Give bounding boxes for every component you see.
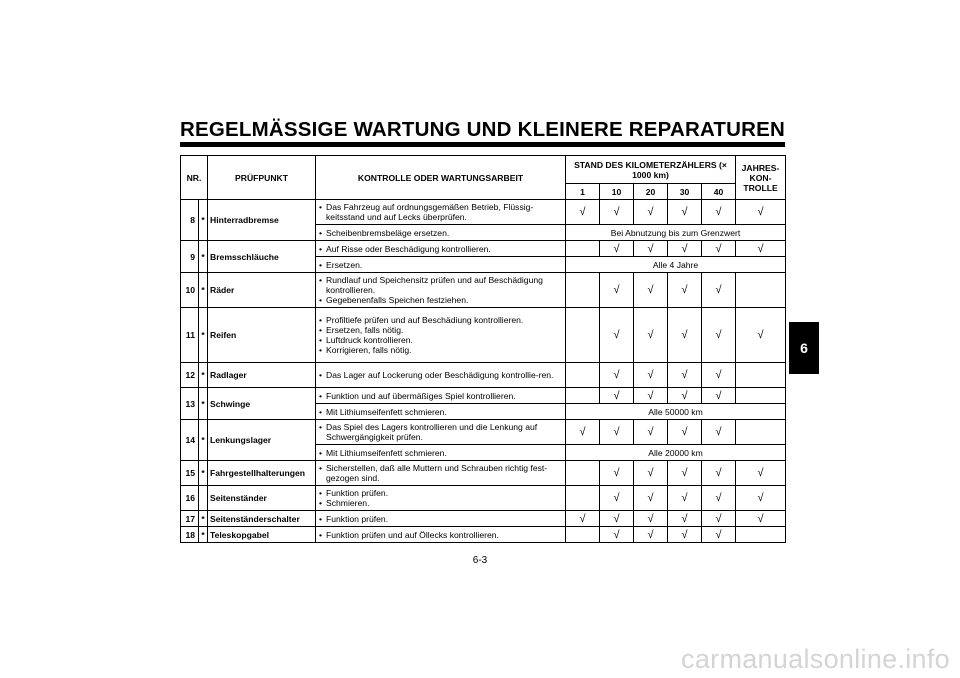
check-mark: √ [634,420,668,445]
title-rule [180,142,785,147]
item-star: * [199,241,208,273]
check-mark: √ [600,511,634,527]
table-row [181,486,786,511]
item-star: * [199,200,208,241]
item-star: * [199,527,208,543]
check-mark: √ [634,200,668,225]
check-mark: √ [702,388,736,404]
check-mark: √ [634,363,668,388]
check-mark: √ [668,200,702,225]
task-cell [316,363,566,388]
header-item: PRÜFPUNKT [208,156,316,200]
watermark: carmanualsonline.info [681,644,950,674]
task-item: • Das Lager auf Lockerung oder Beschädigung kontrollie-ren. [319,370,563,380]
empty-cell [736,363,786,388]
check-mark: √ [702,420,736,445]
task-item: • Funktion prüfen. [319,488,563,498]
check-mark: √ [702,511,736,527]
page-title: REGELMÄSSIGE WARTUNG UND KLEINERE REPARATUREN [180,118,786,141]
header-task: KONTROLLE ODER WARTUNGSARBEIT [316,156,566,200]
task-item: • Korrigieren, falls nötig. [319,345,563,355]
check-mark: √ [702,461,736,486]
task-item: • Funktion und auf übermäßiges Spiel kontrollieren. [319,391,563,401]
check-mark: √ [600,420,634,445]
table-row [181,461,786,486]
table-row [181,308,786,363]
empty-cell [736,388,786,404]
task-item: • Funktion prüfen. [319,514,563,524]
check-mark: √ [736,511,786,527]
task-item: • Schmieren. [319,498,563,508]
item-name: Hinterradbremse [208,200,316,241]
check-mark: √ [634,308,668,363]
check-mark: √ [736,241,786,257]
item-number: 9 [181,241,199,273]
item-name: Lenkungslager [208,420,316,461]
task-cell [316,486,566,511]
table-row [181,363,786,388]
interval-note: Alle 4 Jahre [566,257,786,273]
empty-cell [566,241,600,257]
header-nr: NR. [181,156,208,200]
item-name: Seitenständerschalter [208,511,316,527]
item-name: Seitenständer [208,486,316,511]
task-item: • Ersetzen. [319,260,563,270]
task-item: • Das Fahrzeug auf ordnungsgemäßen Betrieb, Flüssig-keitsstand und auf Lecks überprüfen. [319,202,563,222]
task-cell [316,461,566,486]
item-number: 10 [181,273,199,308]
check-mark: √ [668,363,702,388]
maintenance-table [180,155,786,543]
task-item: • Auf Risse oder Beschädigung kontrollieren. [319,244,563,254]
item-star: * [199,388,208,420]
item-star: * [199,363,208,388]
check-mark: √ [600,461,634,486]
check-mark: √ [668,511,702,527]
empty-cell [566,461,600,486]
item-number: 8 [181,200,199,241]
task-item: • Luftdruck kontrollieren. [319,335,563,345]
check-mark: √ [600,486,634,511]
interval-note: Alle 50000 km [566,404,786,420]
check-mark: √ [736,486,786,511]
check-mark: √ [634,273,668,308]
item-number: 14 [181,420,199,461]
check-mark: √ [600,527,634,543]
table-row [181,511,786,527]
check-mark: √ [668,273,702,308]
item-star: * [199,273,208,308]
table-row [181,273,786,308]
header-annual: JAHRES- KON- TROLLE [736,156,786,200]
item-number: 16 [181,486,199,511]
task-cell [316,445,566,461]
item-name: Räder [208,273,316,308]
item-star [199,486,208,511]
check-mark: √ [634,527,668,543]
item-star: * [199,308,208,363]
task-item: • Ersetzen, falls nötig. [319,325,563,335]
task-item: • Mit Lithiumseifenfett schmieren. [319,407,563,417]
task-cell [316,404,566,420]
table-row [181,200,786,225]
check-mark: √ [600,363,634,388]
task-cell [316,511,566,527]
task-item: • Funktion prüfen und auf Öllecks kontrollieren. [319,530,563,540]
page-number: 6-3 [472,555,488,566]
check-mark: √ [668,486,702,511]
empty-cell [736,527,786,543]
item-name: Teleskopgabel [208,527,316,543]
check-mark: √ [634,511,668,527]
header-odo-col: 30 [668,184,702,200]
check-mark: √ [600,273,634,308]
empty-cell [736,420,786,445]
header-odo-col: 40 [702,184,736,200]
task-cell [316,257,566,273]
check-mark: √ [600,388,634,404]
check-mark: √ [634,486,668,511]
check-mark: √ [702,527,736,543]
empty-cell [566,308,600,363]
check-mark: √ [634,388,668,404]
item-name: Reifen [208,308,316,363]
item-star: * [199,511,208,527]
item-number: 12 [181,363,199,388]
item-star: * [199,420,208,461]
table-row [181,420,786,445]
table-row [181,388,786,404]
check-mark: √ [702,241,736,257]
item-name: Radlager [208,363,316,388]
task-item: • Mit Lithiumseifenfett schmieren. [319,448,563,458]
check-mark: √ [702,200,736,225]
header-odo-col: 10 [600,184,634,200]
task-cell [316,200,566,225]
empty-cell [566,486,600,511]
empty-cell [566,273,600,308]
check-mark: √ [566,200,600,225]
task-cell [316,388,566,404]
empty-cell [566,363,600,388]
check-mark: √ [668,241,702,257]
check-mark: √ [702,273,736,308]
check-mark: √ [600,200,634,225]
check-mark: √ [668,388,702,404]
interval-note: Alle 20000 km [566,445,786,461]
item-number: 11 [181,308,199,363]
check-mark: √ [668,308,702,363]
task-cell [316,273,566,308]
task-cell [316,241,566,257]
header-odometer: STAND DES KILOMETERZÄHLERS (× 1000 km) [566,156,736,184]
check-mark: √ [668,461,702,486]
task-cell [316,308,566,363]
empty-cell [566,388,600,404]
item-star: * [199,461,208,486]
task-item: • Rundlauf und Speichensitz prüfen und auf Beschädigung kontrollieren. [319,275,563,295]
check-mark: √ [634,461,668,486]
check-mark: √ [702,486,736,511]
check-mark: √ [736,308,786,363]
task-item: • Sicherstellen, daß alle Muttern und Schrauben richtig fest-gezogen sind. [319,463,563,483]
item-number: 18 [181,527,199,543]
item-name: Schwinge [208,388,316,420]
check-mark: √ [566,511,600,527]
check-mark: √ [600,241,634,257]
task-item: • Das Spiel des Lagers kontrollieren und die Lenkung auf Schwergängigkeit prüfen. [319,422,563,442]
table-row [181,527,786,543]
item-name: Bremsschläuche [208,241,316,273]
task-item: • Scheibenbremsbeläge ersetzen. [319,228,563,238]
item-number: 15 [181,461,199,486]
task-cell [316,225,566,241]
check-mark: √ [736,200,786,225]
task-item: • Profiltiefe prüfen und auf Beschädiung kontrollieren. [319,315,563,325]
table-row [181,241,786,257]
task-item: • Gegebenenfalls Speichen festziehen. [319,295,563,305]
check-mark: √ [702,308,736,363]
check-mark: √ [736,461,786,486]
check-mark: √ [702,363,736,388]
check-mark: √ [600,308,634,363]
interval-note: Bei Abnutzung bis zum Grenzwert [566,225,786,241]
item-name: Fahrgestellhalterungen [208,461,316,486]
empty-cell [736,273,786,308]
empty-cell [566,527,600,543]
check-mark: √ [668,527,702,543]
check-mark: √ [668,420,702,445]
task-cell [316,420,566,445]
header-odo-col: 1 [566,184,600,200]
task-cell [316,527,566,543]
table-body [181,200,786,543]
check-mark: √ [566,420,600,445]
item-number: 17 [181,511,199,527]
item-number: 13 [181,388,199,420]
section-tab: 6 [789,322,819,374]
check-mark: √ [634,241,668,257]
header-odo-col: 20 [634,184,668,200]
